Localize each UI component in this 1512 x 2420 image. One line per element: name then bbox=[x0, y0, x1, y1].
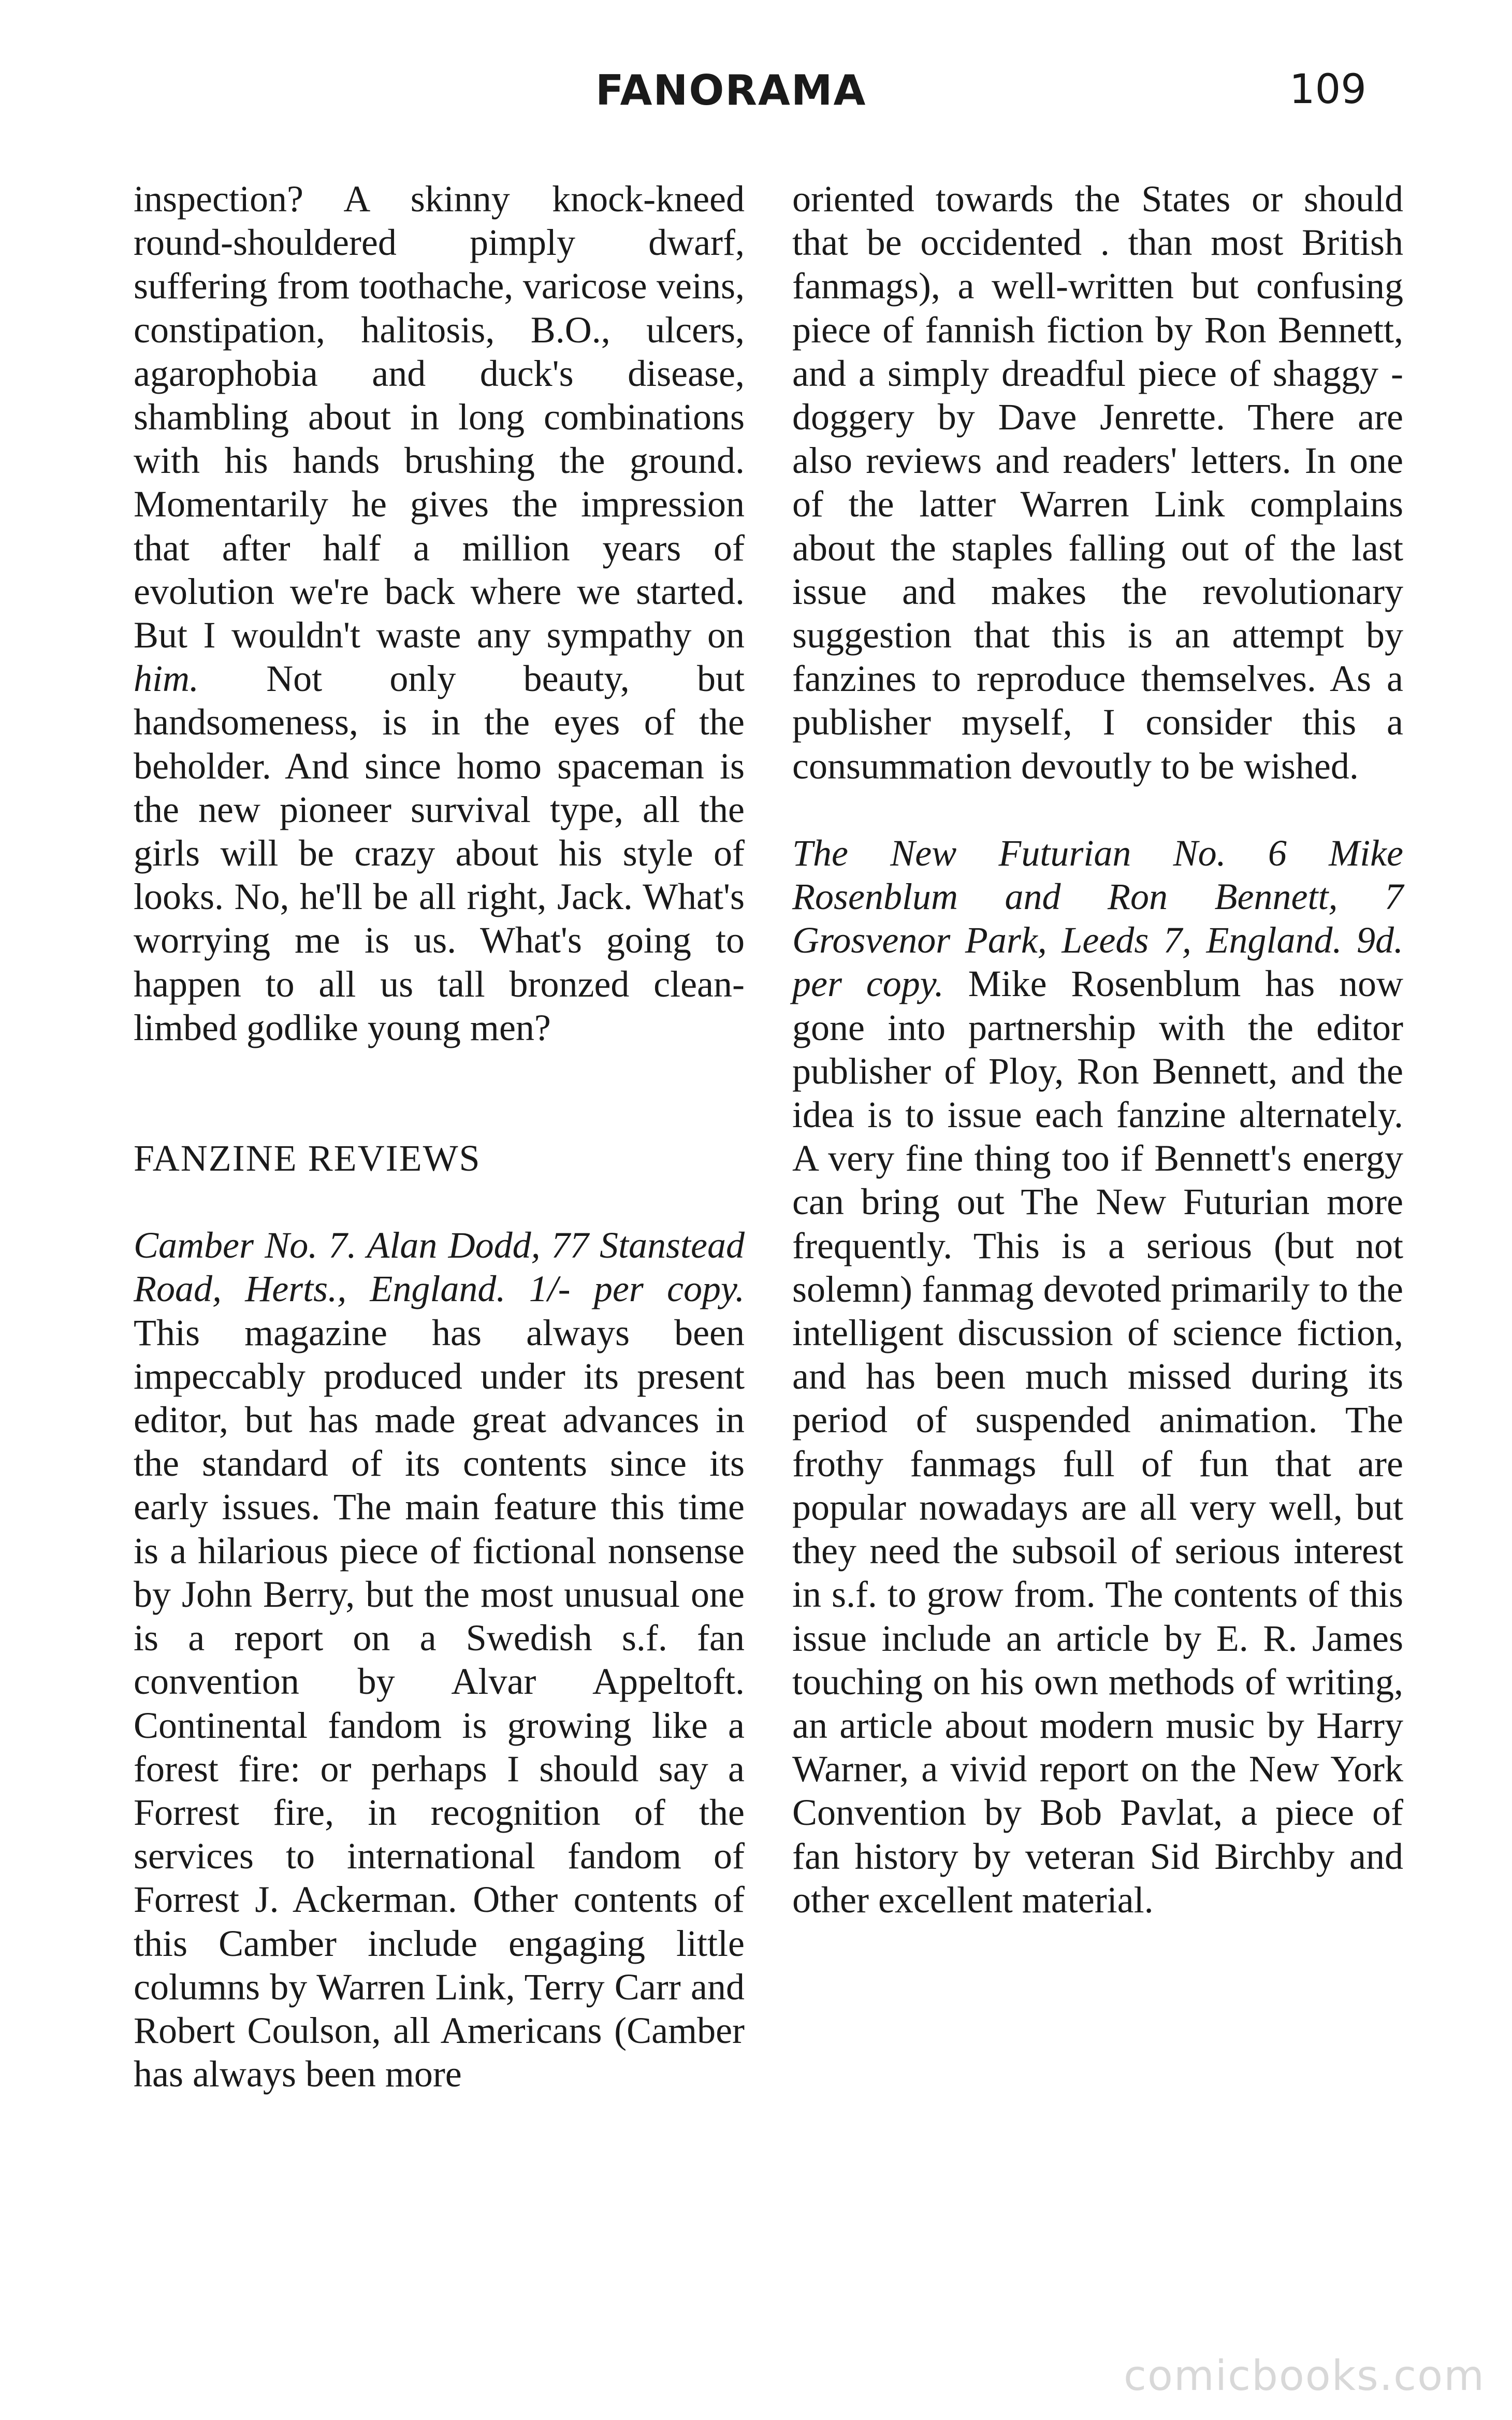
intro-text-rest: Not only beauty, but handsomeness, is in the eyes of the beholder. And since homo spaceman is the new pioneer survival type, all the girls will be crazy about his style of looks. No, he'll be all right, Jack. What's worrying me is us. What's going to happen to all us tall bronzed clean-limbed godlike young men? bbox=[134, 658, 745, 1048]
new-futurian-review bbox=[792, 831, 1403, 1922]
camber-citation: Camber No. 7. Alan Dodd, 77 Stanstead Road, Herts., England. 1/- per copy. bbox=[134, 1225, 745, 1310]
left-column bbox=[134, 177, 745, 2096]
running-header-title: FANORAMA bbox=[595, 66, 867, 114]
watermark-logo: comicbooks.com bbox=[1124, 2352, 1486, 2400]
intro-text: inspection? A skinny knock-kneed round-shouldered pimply dwarf, suffering from toothache, varicose veins, constipation, halitosis, B.O., ulcers, agarophobia and duck's disease, shambling about in long combinations with his hands brushing the ground. Momentarily he gives the impression that after half a million years of evolution we're back where we started. But I wouldn't waste any sympathy on bbox=[134, 178, 745, 656]
camber-review bbox=[134, 1223, 745, 2096]
intro-paragraph bbox=[134, 177, 745, 1049]
page-number: 109 bbox=[1289, 66, 1366, 113]
camber-review-text: This magazine has always been impeccably produced under its present editor, but has made great advances in the standard of its contents since its early issues. The main feature this time is a hilarious piece of fictional nonsense by John Berry, but the most unusual one is a report on a Swedish s.f. fan convention by Alvar Appeltoft. Continental fandom is growing like a forest fire: or perhaps I should say a Forrest fire, in recognition of the services to international fandom of Forrest J. Ackerman. Other contents of this Camber include engaging little columns by Warren Link, Terry Carr and Robert Coulson, all Americans (Camber has always been more bbox=[134, 1312, 745, 2095]
right-column bbox=[792, 177, 1403, 1922]
new-futurian-citation: The New Futurian No. 6 Mike Rosenblum and Ron Bennett, 7 Grosvenor Park, Leeds 7, England. 9d. per copy. bbox=[792, 832, 1403, 1005]
camber-review-continued: oriented towards the States or should that be occidented . than most British fanmags), a well-written but confusing piece of fannish fiction by Ron Bennett, and a simply dreadful piece of shaggy - doggery by Dave Jenrette. There are also reviews and readers' letters. In one of the latter Warren Link complains about the staples falling out of the last issue and makes the revolutionary suggestion that this is an attempt by fanzines to reproduce themselves. As a publisher myself, I consider this a consummation devoutly to be wished. bbox=[792, 178, 1403, 787]
intro-emphasis: him. bbox=[134, 658, 199, 700]
new-futurian-review-text: Mike Rosenblum has now gone into partnership with the editor publisher of Ploy, Ron Bennett, and the idea is to issue each fanzine alternately. A very fine thing too if Bennett's energy can bring out The New Futurian more frequently. This is a serious (but not solemn) fanmag devoted primarily to the intelligent discussion of science fiction, and has been much missed during its period of suspended animation. The frothy fanmags full of fun that are popular nowadays are all very well, but they need the subsoil of serious interest in s.f. to grow from. The contents of this issue include an article by E. R. James touching on his own methods of writing, an article about modern music by Harry Warner, a vivid report on the New York Convention by Bob Pavlat, a piece of fan history by veteran Sid Birchby and other excellent material. bbox=[792, 963, 1403, 1921]
section-heading: FANZINE REVIEWS bbox=[134, 1137, 481, 1179]
